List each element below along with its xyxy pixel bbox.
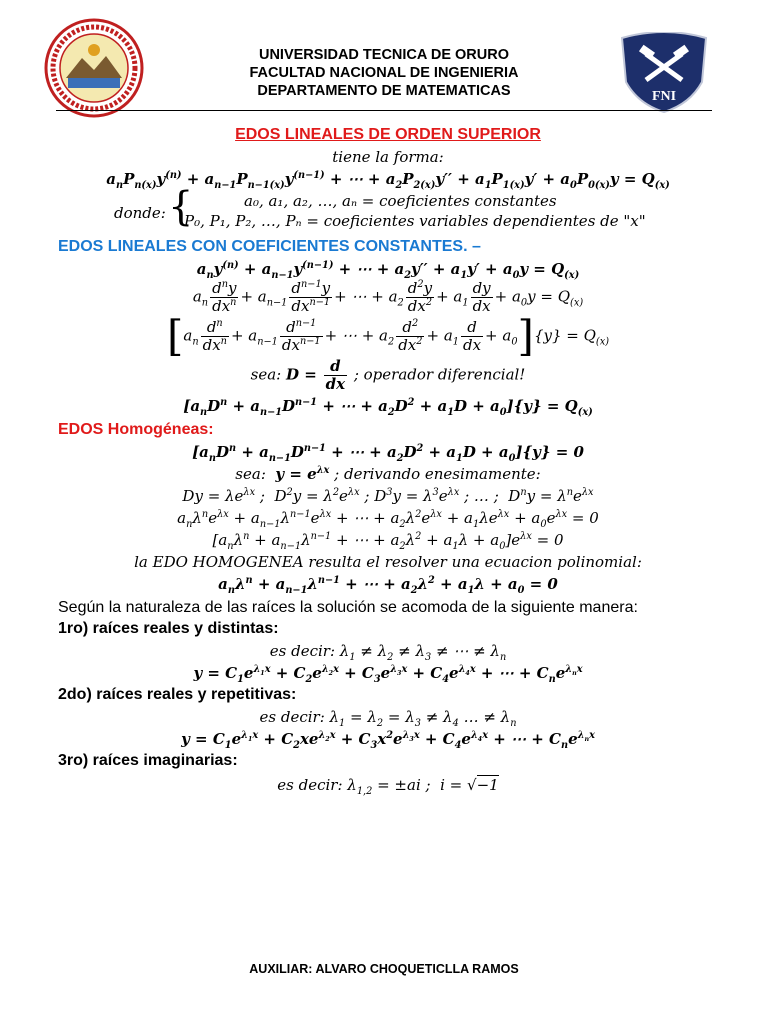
footer-author: AUXILIAR: ALVARO CHOQUETICLLA RAMOS xyxy=(249,962,519,976)
substitution-line: $a_n\lambda^ne^{\lambda x} + a_{n-1}\lambda^{n-1}e^{\lambda x}$ + ⋯ + $a_2\lambda^2e^{\lambda x} + a_1\lambda e^{\lambda x} + a_0e^{\lambda x} = 0$ xyxy=(177,509,599,530)
factored-line: [$a_n\lambda^n + a_{n-1}\lambda^{n-1}$ + ⋯ + $a_2\lambda^2 + a_1\lambda + a_0]e^{\lambda x} = 0$ xyxy=(212,531,564,552)
fni-shield-icon xyxy=(618,32,710,114)
derivatives-line: $Dy = \lambda e^{\lambda x}$ ; $D^2y = \lambda^2e^{\lambda x}$ ; $D^3y = \lambda^3e^{\lambda x}$ ; … ; $D^ny = \lambda^ne^{\lambda x}$ xyxy=(182,487,594,505)
case1-solution: $y = C_1e^{\lambda_1x} + C_2e^{\lambda_2x} + C_3e^{\lambda_3x} + C_4e^{\lambda_4x}$ + ⋯ + $C_ne^{\lambda_nx}$ xyxy=(193,664,583,685)
tiene-forma-text: tiene la forma: xyxy=(332,148,444,166)
sea-d-definition: sea: D = $\frac{d}{dx}$ ; operador diferencial! xyxy=(250,357,526,393)
donde-label: donde: xyxy=(114,204,166,222)
resulta-text: la EDO HOMOGENEA resulta el resolver una ecuacion polinomial: xyxy=(134,553,642,571)
donde-line-constants: a₀, a₁, a₂, …, aₙ = coeficientes constantes xyxy=(244,192,557,210)
content xyxy=(58,120,718,797)
case2-solution: $y = C_1e^{\lambda_1x} + C_2xe^{\lambda_2x} + C_3x^2e^{\lambda_3x} + C_4e^{\lambda_4x}$ + ⋯ + $C_ne^{\lambda_nx}$ xyxy=(181,730,595,751)
d-operator-equation: [$a_nD^n + a_{n-1}D^{n-1}$ + ⋯ + $a_2D^2 + a_1D + a_0]\{y\} = Q_{(x)}$ xyxy=(183,397,593,418)
case2-condition: es decir: $\lambda_1 = \lambda_2 = \lambda_3 \ne \lambda_4$ … ≠ $\lambda_n$ xyxy=(259,708,517,729)
constant-coef-equation: $a_ny^{(n)} + a_{n-1}y^{(n-1)}$ + ⋯ + $a_2y'' + a_1y' + a_0y = Q_{(x)}$ xyxy=(196,260,580,281)
donde-block xyxy=(58,184,718,232)
case3-condition: es decir: $\lambda_{1,2} = \pm ai$ ; i = √−1 xyxy=(277,776,499,797)
characteristic-polynomial: $a_n\lambda^n + a_{n-1}\lambda^{n-1}$ + ⋯ + $a_2\lambda^2 + a_1\lambda + a_0 = 0$ xyxy=(218,575,558,596)
title-homogeneas: EDOS Homogéneas: xyxy=(58,421,214,438)
general-equation: $a_nP_{n(x)}y^{(n)} + a_{n-1}P_{n-1(x)}y^{(n-1)}$ + ⋯ + $a_2P_{2(x)}y'' + a_1P_{1(x)}y' + a_0P_{0(x)}y = Q_{(x)}$ xyxy=(106,170,670,191)
segun-paragraph: Según la naturaleza de las raíces la solución se acomoda de la siguiente manera: xyxy=(58,599,638,616)
department-name: DEPARTAMENTO DE MATEMATICAS xyxy=(257,83,511,99)
fni-logo-text: FNI xyxy=(651,89,677,104)
donde-line-variables: P₀, P₁, P₂, …, Pₙ = coeficientes variables dependientes de "x" xyxy=(184,212,646,230)
case3-heading: 3ro) raíces imaginarias: xyxy=(58,752,238,769)
faculty-name: FACULTAD NACIONAL DE INGENIERIA xyxy=(249,65,519,81)
header-divider xyxy=(56,110,712,111)
sea-y-definition: sea: $y = e^{\lambda x}$ ; derivando enesimamente: xyxy=(235,465,541,483)
case1-heading: 1ro) raíces reales y distintas: xyxy=(58,620,279,637)
homogeneous-equation: [$a_nD^n + a_{n-1}D^{n-1}$ + ⋯ + $a_2D^2 + a_1D + a_0]\{y\} = 0$ xyxy=(192,443,584,464)
title-coeficientes-constantes: EDOS LINEALES CON COEFICIENTES CONSTANTES. – xyxy=(58,238,481,255)
case2-heading: 2do) raíces reales y repetitivas: xyxy=(58,686,297,703)
leibniz-equation: $a_n$ $\frac{d^ny}{dx^n}$ + $a_{n-1}$ $\frac{d^{n-1}y}{dx^{n-1}}$ + ⋯ + $a_2$ $\frac{d^2y}{dx^2}$ + $a_1$ $\frac{dy}{dx}$ + $a_0y = Q_{(x)}$ xyxy=(192,279,584,315)
header xyxy=(0,0,768,112)
operator-equation: [$a_n$ $\frac{d^n}{dx^n}$ + $a_{n-1}$ $\frac{d^{n-1}}{dx^{n-1}}$ + ⋯ + $a_2$ $\frac{d^2}{dx^2}$ + $a_1$ $\frac{d}{dx}$ + $a_0]\{y\} = Q_{(x)}$ xyxy=(166,311,610,361)
university-name: UNIVERSIDAD TECNICA DE ORURO xyxy=(258,47,509,63)
brace-symbol: { xyxy=(168,184,194,230)
case1-condition: es decir: $\lambda_1 \ne \lambda_2 \ne \lambda_3$ ≠ ⋯ ≠ $\lambda_n$ xyxy=(269,642,507,663)
title-orden-superior: EDOS LINEALES DE ORDEN SUPERIOR xyxy=(235,126,541,143)
